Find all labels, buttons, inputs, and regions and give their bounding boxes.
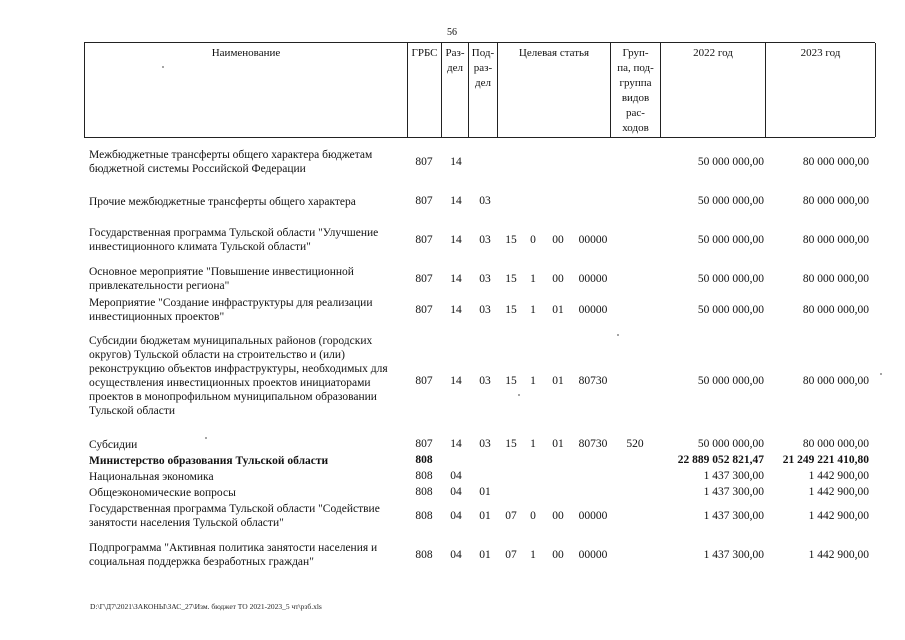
row-target-subprogram: 1 <box>530 549 536 561</box>
row-year-2022: 1 437 300,00 <box>703 470 764 482</box>
row-year-2023: 1 442 900,00 <box>808 549 869 561</box>
row-year-2023: 80 000 000,00 <box>802 304 869 316</box>
table-row <box>0 148 905 178</box>
row-razdel: 14 <box>450 156 462 168</box>
table-row <box>0 486 905 500</box>
row-year-2022: 50 000 000,00 <box>697 438 764 450</box>
row-grbs: 807 <box>415 234 433 246</box>
row-name: Субсидии <box>89 439 138 451</box>
row-name: Мероприятие "Создание инфраструктуры для реализации инвестиционных проектов" <box>89 297 373 323</box>
row-target-direction: 00000 <box>578 549 608 561</box>
row-target-program: 15 <box>505 304 517 316</box>
row-year-2023: 80 000 000,00 <box>802 234 869 246</box>
row-target-subprogram: 0 <box>530 234 536 246</box>
header-razdel: Раз- дел <box>442 43 469 137</box>
row-target-event: 00 <box>552 510 564 522</box>
row-grbs: 807 <box>415 156 433 168</box>
row-target-program: 07 <box>505 549 517 561</box>
row-year-2023: 1 442 900,00 <box>808 486 869 498</box>
row-grbs: 807 <box>415 438 433 450</box>
row-target-subprogram: 1 <box>530 304 536 316</box>
row-target-subprogram: 0 <box>530 510 536 522</box>
row-razdel: 14 <box>450 273 462 285</box>
row-year-2023: 21 249 221 410,80 <box>782 454 869 466</box>
row-target-subprogram: 1 <box>530 375 536 387</box>
row-name: Государственная программа Тульской области "Содействие занятости населения Тульской области" <box>89 503 380 529</box>
row-podrazdel: 01 <box>479 549 491 561</box>
header-target-article: Целевая статья <box>498 43 611 137</box>
table-row <box>0 438 905 452</box>
row-year-2022: 1 437 300,00 <box>703 510 764 522</box>
table-row <box>0 265 905 295</box>
row-year-2022: 50 000 000,00 <box>697 234 764 246</box>
row-grbs: 808 <box>415 486 433 498</box>
row-name: Подпрограмма "Активная политика занятости населения и социальная поддержка безработных граждан" <box>89 542 378 568</box>
table-row <box>0 296 905 326</box>
header-year-2023: 2023 год <box>766 43 876 137</box>
row-target-event: 01 <box>552 375 564 387</box>
row-target-direction: 80730 <box>578 375 608 387</box>
header-year-2022: 2022 год <box>661 43 766 137</box>
header-grbs: ГРБС <box>408 43 442 137</box>
row-target-program: 15 <box>505 234 517 246</box>
table-row <box>0 334 905 424</box>
table-row <box>0 470 905 484</box>
row-name: Прочие межбюджетные трансферты общего характера <box>89 196 356 208</box>
row-grbs: 807 <box>415 195 433 207</box>
row-grbs: 808 <box>415 470 433 482</box>
row-target-event: 01 <box>552 438 564 450</box>
row-name: Общеэкономические вопросы <box>89 487 236 499</box>
row-year-2022: 50 000 000,00 <box>697 273 764 285</box>
header-podrazdel: Под- раз- дел <box>469 43 498 137</box>
row-grbs: 807 <box>415 375 433 387</box>
row-year-2023: 1 442 900,00 <box>808 470 869 482</box>
row-target-subprogram: 1 <box>530 438 536 450</box>
row-razdel: 04 <box>450 549 462 561</box>
row-year-2023: 80 000 000,00 <box>802 195 869 207</box>
header-group: Груп- па, под- группа видов рас- ходов <box>611 43 661 137</box>
row-year-2023: 80 000 000,00 <box>802 375 869 387</box>
row-podrazdel: 03 <box>479 438 491 450</box>
row-year-2023: 80 000 000,00 <box>802 156 869 168</box>
row-target-program: 15 <box>505 273 517 285</box>
row-year-2023: 1 442 900,00 <box>808 510 869 522</box>
row-target-direction: 00000 <box>578 304 608 316</box>
row-name: Субсидии бюджетам муниципальных районов (городских округов) Тульской области на строительство и (или) реконструкцию объектов инфраструктуры, необходимых для осуществления инвестиционных проектов инициаторами проектов в монопрофильном муниципальном образовании Тульской области <box>89 335 388 417</box>
row-year-2022: 50 000 000,00 <box>697 156 764 168</box>
row-podrazdel: 03 <box>479 304 491 316</box>
header-name: Наименование <box>85 43 408 137</box>
row-target-event: 00 <box>552 549 564 561</box>
table-header <box>84 42 875 138</box>
row-razdel: 14 <box>450 234 462 246</box>
row-target-direction: 00000 <box>578 510 608 522</box>
row-target-direction: 00000 <box>578 273 608 285</box>
row-podrazdel: 03 <box>479 195 491 207</box>
table-row <box>0 226 905 256</box>
row-expense-group: 520 <box>626 438 644 450</box>
row-razdel: 14 <box>450 304 462 316</box>
row-year-2022: 22 889 052 821,47 <box>677 454 764 466</box>
row-year-2022: 50 000 000,00 <box>697 304 764 316</box>
row-name: Национальная экономика <box>89 471 214 483</box>
row-year-2022: 50 000 000,00 <box>697 375 764 387</box>
row-target-direction: 80730 <box>578 438 608 450</box>
row-target-direction: 00000 <box>578 234 608 246</box>
file-path-footer: D:\Г\Д7\2021\ЗАКОНЫ\ЗАС_27\Изм. бюджет ТО 2021-2023_5 чт\рзб.xls <box>90 602 322 611</box>
table-row <box>0 541 905 571</box>
row-target-program: 15 <box>505 438 517 450</box>
row-target-subprogram: 1 <box>530 273 536 285</box>
row-razdel: 04 <box>450 486 462 498</box>
row-year-2023: 80 000 000,00 <box>802 273 869 285</box>
row-grbs: 808 <box>415 454 433 466</box>
row-target-event: 01 <box>552 304 564 316</box>
row-grbs: 807 <box>415 304 433 316</box>
row-target-program: 15 <box>505 375 517 387</box>
row-year-2023: 80 000 000,00 <box>802 438 869 450</box>
scan-speck <box>162 66 164 68</box>
row-target-event: 00 <box>552 273 564 285</box>
table-row <box>0 454 905 468</box>
row-name: Межбюджетные трансферты общего характера бюджетам бюджетной системы Российской Федерации <box>89 149 373 175</box>
row-year-2022: 1 437 300,00 <box>703 549 764 561</box>
row-podrazdel: 01 <box>479 510 491 522</box>
row-grbs: 807 <box>415 273 433 285</box>
row-razdel: 14 <box>450 375 462 387</box>
row-grbs: 808 <box>415 549 433 561</box>
row-podrazdel: 03 <box>479 234 491 246</box>
row-name: Министерство образования Тульской области <box>89 455 329 467</box>
row-razdel: 04 <box>450 510 462 522</box>
row-year-2022: 1 437 300,00 <box>703 486 764 498</box>
row-target-event: 00 <box>552 234 564 246</box>
row-name: Основное мероприятие "Повышение инвестиционной привлекательности региона" <box>89 266 354 292</box>
row-podrazdel: 01 <box>479 486 491 498</box>
row-razdel: 14 <box>450 438 462 450</box>
row-target-program: 07 <box>505 510 517 522</box>
row-razdel: 04 <box>450 470 462 482</box>
row-name: Государственная программа Тульской области "Улучшение инвестиционного климата Тульской области" <box>89 227 379 253</box>
row-podrazdel: 03 <box>479 375 491 387</box>
row-grbs: 808 <box>415 510 433 522</box>
row-razdel: 14 <box>450 195 462 207</box>
table-row <box>0 502 905 532</box>
page-number: 56 <box>447 27 457 38</box>
table-row <box>0 195 905 211</box>
row-year-2022: 50 000 000,00 <box>697 195 764 207</box>
row-podrazdel: 03 <box>479 273 491 285</box>
